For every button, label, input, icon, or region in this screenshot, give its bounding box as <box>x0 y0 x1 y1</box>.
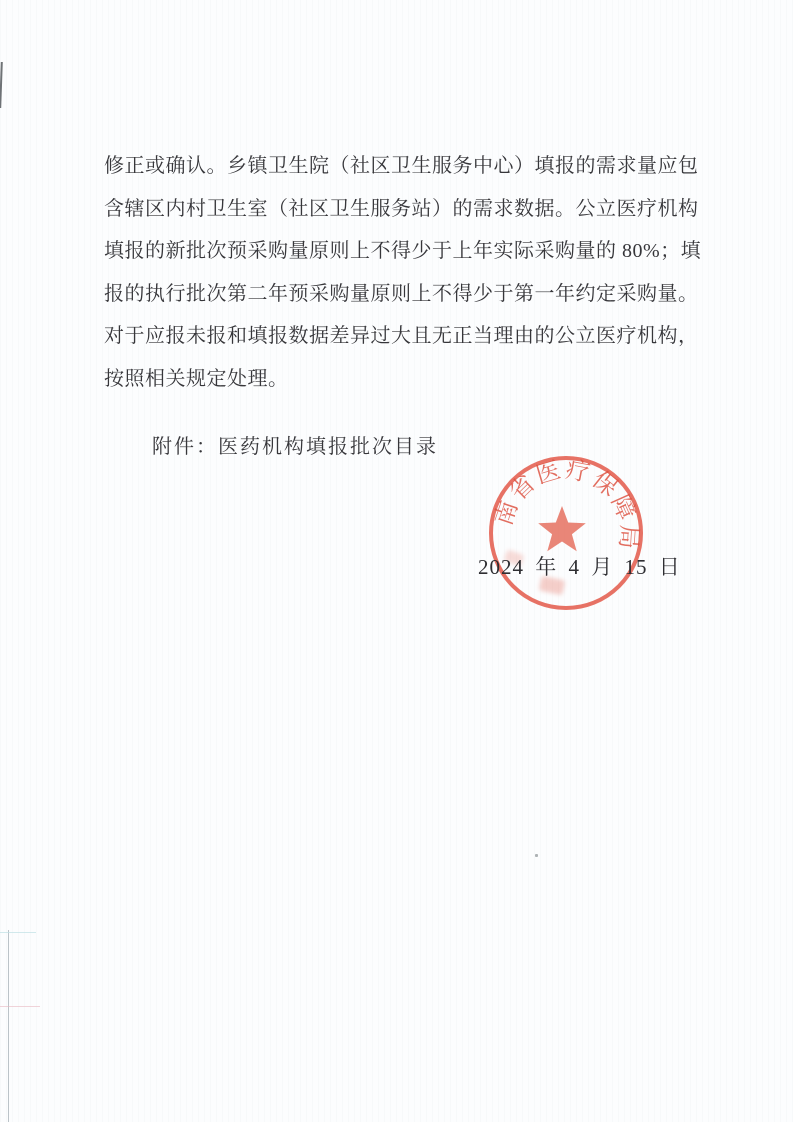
body-line-6: 按照相关规定处理。 <box>104 367 289 390</box>
scan-edge-mark <box>0 62 3 108</box>
body-line-2: 含辖区内村卫生室（社区卫生服务站）的需求数据。公立医疗机构 <box>104 197 699 220</box>
scan-streak <box>0 1006 40 1007</box>
official-seal <box>488 455 644 611</box>
document-date: 2024 年 4 月 15 日 <box>478 555 681 579</box>
seal-star <box>538 506 586 551</box>
attachment-line: 附件：医药机构填报批次目录 <box>152 436 438 458</box>
body-line-3: 填报的新批次预采购量原则上不得少于上年实际采购量的 80%；填 <box>104 240 702 262</box>
body-line-4: 报的执行批次第二年预采购量原则上不得少于第一年约定采购量。 <box>104 282 699 305</box>
seal-arc-text: 南省医疗保障局 <box>491 457 642 550</box>
scan-edge-line <box>8 930 9 1122</box>
body-paragraph <box>104 145 702 400</box>
body-line-5: 对于应报未报和填报数据差异过大且无正当理由的公立医疗机构， <box>104 325 699 347</box>
scan-streak <box>0 932 36 933</box>
scan-speck <box>535 854 538 857</box>
body-line-1: 修正或确认。乡镇卫生院（社区卫生服务中心）填报的需求量应包 <box>104 155 699 177</box>
official-seal-graphic <box>488 455 644 611</box>
